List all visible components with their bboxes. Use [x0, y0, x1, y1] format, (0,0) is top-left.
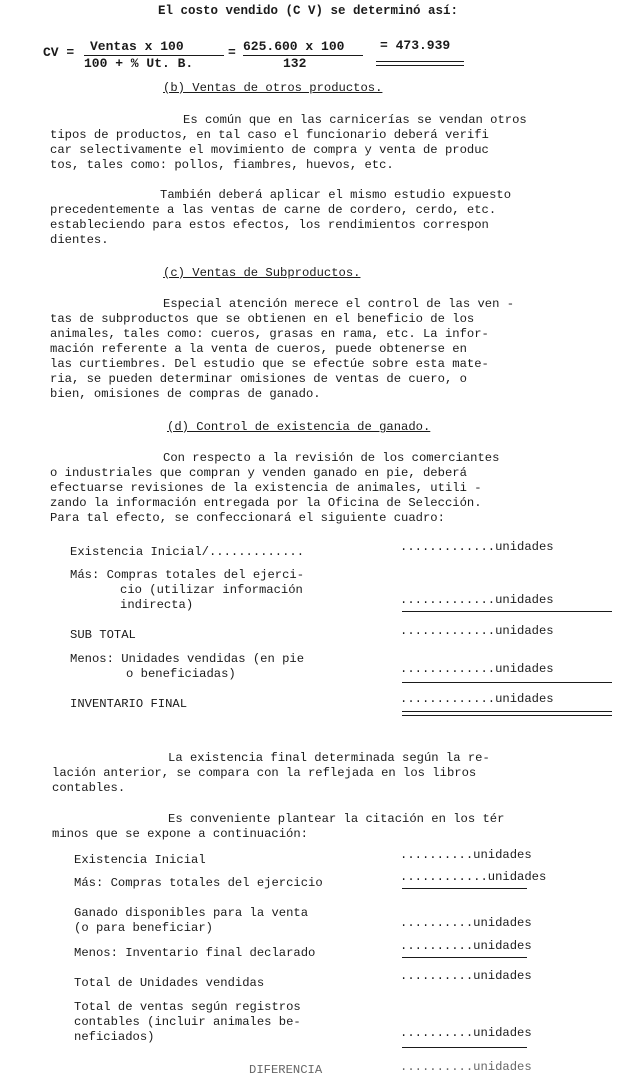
t2-rule [402, 957, 527, 958]
section-d-heading: (d) Control de existencia de ganado. [167, 420, 431, 434]
section-b-p2-line: dientes. [50, 233, 109, 247]
t1-menos-label: Menos: Unidades vendidas (en pie [70, 652, 305, 666]
section-c-p1-line: bien, omisiones de compras de ganado. [50, 387, 321, 401]
section-d-p1-line: Para tal efecto, se confeccionará el siguiente cuadro: [50, 511, 445, 525]
t2-rule [402, 888, 527, 889]
section-c-p1-line: Especial atención merece el control de las ven - [163, 297, 515, 311]
t2-mas-value: ............unidades [400, 870, 547, 884]
t1-rule [402, 611, 612, 612]
formula-denominator-1: 100 + % Ut. B. [84, 56, 194, 71]
section-c-p1-line: mación referente a la venta de cueros, puede obtenerse en [50, 342, 467, 356]
formula-denominator-2: 132 [283, 56, 307, 71]
t2-diferencia-label: DIFERENCIA [249, 1063, 323, 1077]
formula-result: = 473.939 [380, 38, 451, 53]
formula-numerator-2: 625.600 x 100 [243, 39, 345, 54]
section-c-p1-line: animales, tales como: cueros, grasas en rama, etc. La infor- [50, 327, 489, 341]
section-d-p3-line: Es conveniente plantear la citación en los tér [168, 812, 505, 826]
section-c-heading: (c) Ventas de Subproductos. [163, 266, 361, 280]
section-b-p1-line: car selectivamente el movimiento de compra y venta de produc [50, 143, 489, 157]
section-d-p2-line: contables. [52, 781, 126, 795]
t1-existencia-value: .............unidades [400, 540, 554, 554]
section-b-p2-line: estableciendo para estos efectos, los rendimientos correspon [50, 218, 489, 232]
t1-mas-label: Más: Compras totales del ejerci- [70, 568, 305, 582]
t1-inventario-label: INVENTARIO FINAL [70, 697, 188, 711]
section-b-p2-line: También deberá aplicar el mismo estudio expuesto [160, 188, 512, 202]
t2-mas-label: Más: Compras totales del ejercicio [74, 876, 323, 890]
t2-menos-label: Menos: Inventario final declarado [74, 946, 316, 960]
t2-rule [402, 1047, 527, 1048]
t1-inventario-value: .............unidades [400, 692, 554, 706]
t1-rule [402, 682, 612, 683]
t2-diferencia-value: ..........unidades [400, 1060, 532, 1074]
t2-total-ventas-value: ..........unidades [400, 1026, 532, 1040]
formula-lhs: CV = [43, 45, 75, 60]
t1-mas-label: cio (utilizar información [120, 583, 303, 597]
t1-menos-label: o beneficiadas) [126, 667, 236, 681]
t2-ganado-label: Ganado disponibles para la venta [74, 906, 309, 920]
t2-existencia-label: Existencia Inicial [74, 853, 206, 867]
section-b-p1-line: tipos de productos, en tal caso el funcionario deberá verifi [50, 128, 489, 142]
section-b-heading: (b) Ventas de otros productos. [163, 81, 383, 95]
section-c-p1-line: tas de subproductos que se obtienen en el beneficio de los [50, 312, 475, 326]
section-b-p1-line: tos, tales como: pollos, fiambres, huevos, etc. [50, 158, 394, 172]
section-b-p2-line: precedentemente a las ventas de carne de cordero, cerdo, etc. [50, 203, 497, 217]
t2-total-ventas-label: Total de ventas según registros [74, 1000, 301, 1014]
t1-mas-label: indirecta) [120, 598, 194, 612]
section-c-p1-line: ria, se pueden determinar omisiones de ventas de cuero, o [50, 372, 467, 386]
section-d-p1-line: Con respecto a la revisión de los comerciantes [163, 451, 500, 465]
t1-existencia-label: Existencia Inicial/............. [70, 545, 305, 559]
t2-total-vendidas-label: Total de Unidades vendidas [74, 976, 265, 990]
section-b-p1-line: Es común que en las carnicerías se vendan otros [183, 113, 527, 127]
page-title: El costo vendido (C V) se determinó así: [158, 4, 459, 18]
section-d-p1-line: zando la información entregada por la Oficina de Selección. [50, 496, 482, 510]
t2-ganado-value: ..........unidades [400, 916, 532, 930]
section-d-p2-line: lación anterior, se compara con la reflejada en los libros [52, 766, 477, 780]
t2-menos-value: ..........unidades [400, 939, 532, 953]
t1-menos-value: .............unidades [400, 662, 554, 676]
formula-numerator-1: Ventas x 100 [90, 39, 184, 54]
t1-rule [402, 711, 612, 712]
t1-subtotal-label: SUB TOTAL [70, 628, 136, 642]
t2-total-ventas-label: contables (incluir animales be- [74, 1015, 301, 1029]
section-d-p2-line: La existencia final determinada según la re- [168, 751, 490, 765]
result-underline-2 [376, 65, 464, 66]
section-d-p1-line: o industriales que compran y venden ganado en pie, deberá [50, 466, 467, 480]
t1-subtotal-value: .............unidades [400, 624, 554, 638]
t1-rule [402, 715, 612, 716]
t1-mas-value: .............unidades [400, 593, 554, 607]
section-d-p3-line: minos que se expone a continuación: [52, 827, 308, 841]
t2-existencia-value: ..........unidades [400, 848, 532, 862]
section-d-p1-line: efectuarse revisiones de la existencia de animales, utili - [50, 481, 482, 495]
result-underline-1 [376, 61, 464, 62]
formula-equals: = [228, 45, 236, 60]
t2-ganado-label: (o para beneficiar) [74, 921, 213, 935]
t2-total-vendidas-value: ..........unidades [400, 969, 532, 983]
t2-total-ventas-label: neficiados) [74, 1030, 155, 1044]
section-c-p1-line: las curtiembres. Del estudio que se efectúe sobre esta mate- [50, 357, 489, 371]
